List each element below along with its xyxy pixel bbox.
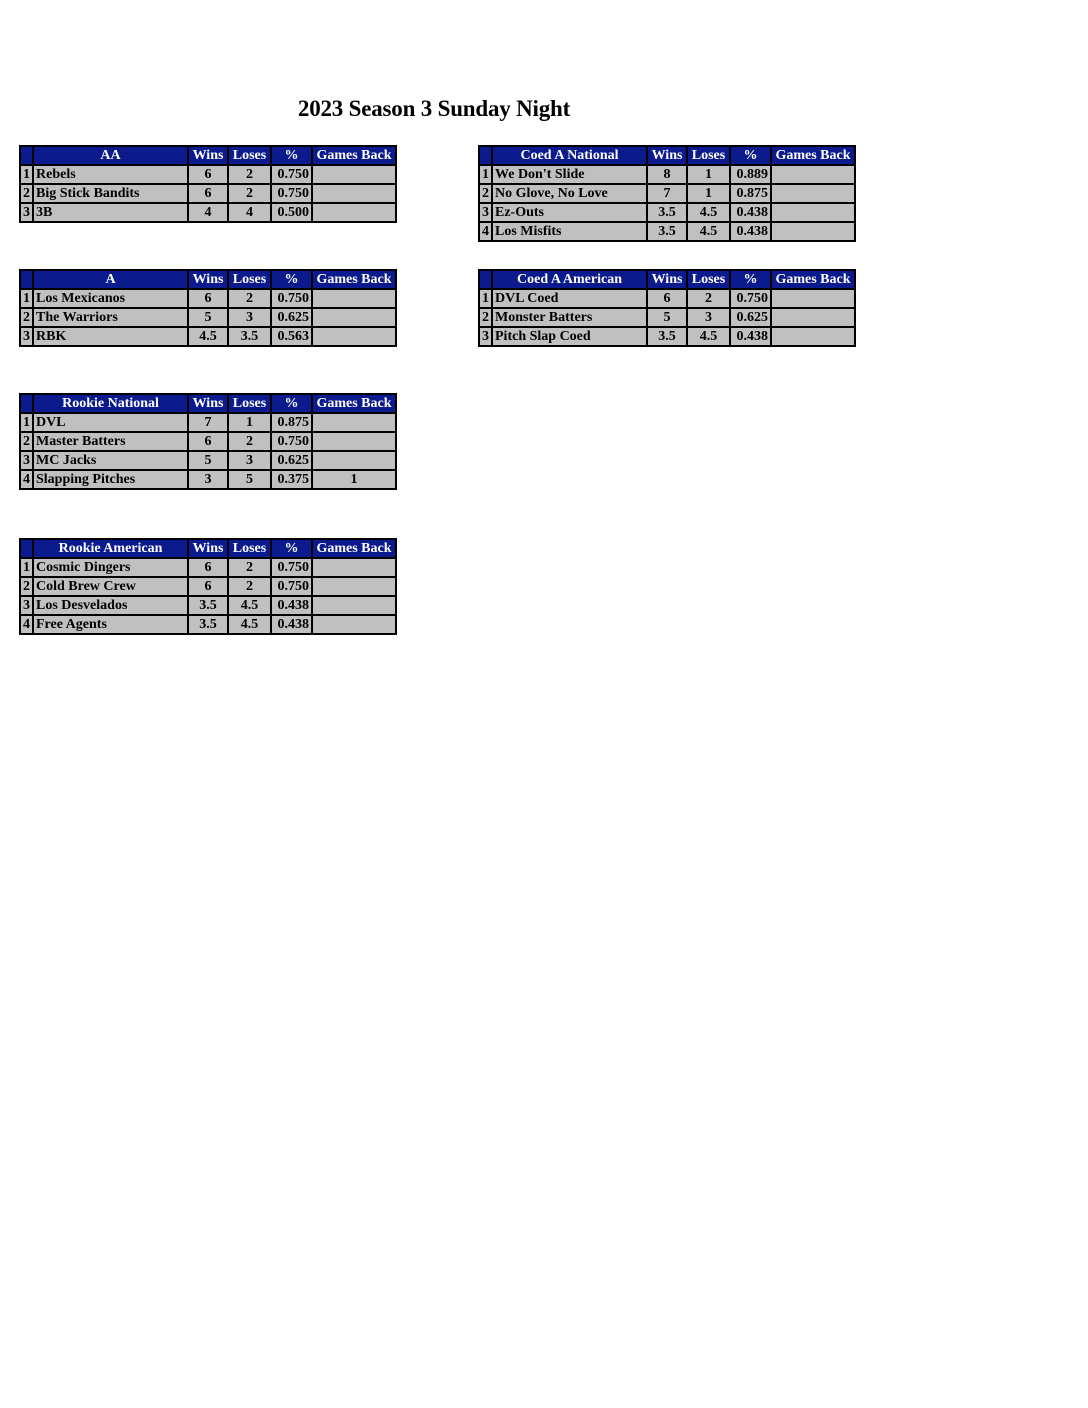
loses-cell: 2 xyxy=(228,558,271,577)
team-name-cell: Cosmic Dingers xyxy=(33,558,188,577)
table-header-row xyxy=(20,539,396,558)
loses-cell: 3 xyxy=(687,308,730,327)
team-name-cell: Cold Brew Crew xyxy=(33,577,188,596)
loses-cell: 3.5 xyxy=(228,327,271,346)
table-row xyxy=(20,308,396,327)
rank-cell: 1 xyxy=(479,289,492,308)
rank-cell: 1 xyxy=(20,413,33,432)
rank-header xyxy=(479,270,492,289)
games-back-header: Games Back xyxy=(312,539,396,558)
table-row xyxy=(479,308,855,327)
division-header: A xyxy=(33,270,188,289)
rank-cell: 3 xyxy=(20,596,33,615)
pct-cell: 0.875 xyxy=(730,184,771,203)
table-row xyxy=(20,577,396,596)
pct-cell: 0.375 xyxy=(271,470,312,489)
loses-cell: 4.5 xyxy=(228,615,271,634)
rank-cell: 2 xyxy=(20,577,33,596)
games-back-header: Games Back xyxy=(771,146,855,165)
loses-header: Loses xyxy=(687,146,730,165)
wins-cell: 3.5 xyxy=(188,615,228,634)
games-back-cell xyxy=(312,413,396,432)
pct-cell: 0.438 xyxy=(730,222,771,241)
pct-cell: 0.750 xyxy=(271,184,312,203)
pct-header: % xyxy=(730,270,771,289)
games-back-cell xyxy=(771,165,855,184)
team-name-cell: DVL Coed xyxy=(492,289,647,308)
team-name-cell: 3B xyxy=(33,203,188,222)
division-header: Rookie American xyxy=(33,539,188,558)
wins-header: Wins xyxy=(647,146,687,165)
table-row xyxy=(20,558,396,577)
pct-cell: 0.750 xyxy=(730,289,771,308)
table-row xyxy=(20,413,396,432)
wins-header: Wins xyxy=(188,539,228,558)
games-back-cell xyxy=(312,451,396,470)
games-back-cell xyxy=(312,289,396,308)
division-header: Coed A National xyxy=(492,146,647,165)
pct-cell: 0.750 xyxy=(271,432,312,451)
team-name-cell: Ez-Outs xyxy=(492,203,647,222)
pct-cell: 0.750 xyxy=(271,289,312,308)
table-row xyxy=(479,289,855,308)
rank-cell: 2 xyxy=(479,308,492,327)
wins-header: Wins xyxy=(188,394,228,413)
table-row xyxy=(20,203,396,222)
team-name-cell: Los Desvelados xyxy=(33,596,188,615)
games-back-cell xyxy=(312,327,396,346)
wins-cell: 3.5 xyxy=(188,596,228,615)
wins-cell: 3.5 xyxy=(647,203,687,222)
team-name-cell: No Glove, No Love xyxy=(492,184,647,203)
pct-cell: 0.750 xyxy=(271,577,312,596)
pct-cell: 0.625 xyxy=(271,308,312,327)
rank-cell: 1 xyxy=(479,165,492,184)
rank-cell: 2 xyxy=(479,184,492,203)
wins-cell: 7 xyxy=(188,413,228,432)
table-row xyxy=(20,470,396,489)
games-back-cell xyxy=(312,558,396,577)
games-back-cell xyxy=(312,184,396,203)
loses-cell: 2 xyxy=(228,184,271,203)
team-name-cell: The Warriors xyxy=(33,308,188,327)
page-title: 2023 Season 3 Sunday Night xyxy=(297,96,571,121)
table-header-row xyxy=(479,270,855,289)
loses-cell: 2 xyxy=(687,289,730,308)
pct-cell: 0.625 xyxy=(271,451,312,470)
rank-header xyxy=(20,270,33,289)
rank-cell: 3 xyxy=(479,327,492,346)
pct-header: % xyxy=(271,146,312,165)
team-name-cell: Big Stick Bandits xyxy=(33,184,188,203)
pct-cell: 0.438 xyxy=(730,327,771,346)
pct-cell: 0.500 xyxy=(271,203,312,222)
rank-cell: 3 xyxy=(20,451,33,470)
team-name-cell: Pitch Slap Coed xyxy=(492,327,647,346)
rank-cell: 1 xyxy=(20,289,33,308)
table-row xyxy=(20,615,396,634)
table-row xyxy=(20,432,396,451)
games-back-cell xyxy=(771,222,855,241)
pct-header: % xyxy=(271,394,312,413)
rank-cell: 1 xyxy=(20,165,33,184)
rank-cell: 2 xyxy=(20,432,33,451)
pct-cell: 0.563 xyxy=(271,327,312,346)
team-name-cell: Rebels xyxy=(33,165,188,184)
loses-cell: 2 xyxy=(228,432,271,451)
wins-cell: 3.5 xyxy=(647,327,687,346)
table-row xyxy=(479,184,855,203)
team-name-cell: Los Misfits xyxy=(492,222,647,241)
table-row xyxy=(20,451,396,470)
games-back-header: Games Back xyxy=(312,394,396,413)
rank-cell: 2 xyxy=(20,184,33,203)
wins-cell: 6 xyxy=(188,577,228,596)
games-back-cell xyxy=(771,184,855,203)
wins-header: Wins xyxy=(647,270,687,289)
table-row xyxy=(20,596,396,615)
wins-cell: 6 xyxy=(188,432,228,451)
rank-cell: 4 xyxy=(20,470,33,489)
rank-cell: 3 xyxy=(479,203,492,222)
pct-cell: 0.750 xyxy=(271,165,312,184)
rank-cell: 3 xyxy=(20,203,33,222)
pct-cell: 0.625 xyxy=(730,308,771,327)
division-header: AA xyxy=(33,146,188,165)
table-row xyxy=(479,203,855,222)
loses-header: Loses xyxy=(228,146,271,165)
games-back-cell xyxy=(312,432,396,451)
wins-header: Wins xyxy=(188,270,228,289)
pct-header: % xyxy=(271,539,312,558)
rank-header xyxy=(20,394,33,413)
pct-cell: 0.750 xyxy=(271,558,312,577)
table-header-row xyxy=(20,270,396,289)
wins-cell: 6 xyxy=(647,289,687,308)
wins-cell: 6 xyxy=(188,289,228,308)
team-name-cell: RBK xyxy=(33,327,188,346)
loses-cell: 3 xyxy=(228,451,271,470)
games-back-cell xyxy=(312,615,396,634)
wins-cell: 6 xyxy=(188,165,228,184)
loses-header: Loses xyxy=(228,539,271,558)
games-back-cell xyxy=(771,203,855,222)
loses-cell: 5 xyxy=(228,470,271,489)
games-back-header: Games Back xyxy=(312,146,396,165)
rank-cell: 4 xyxy=(479,222,492,241)
pct-cell: 0.875 xyxy=(271,413,312,432)
games-back-cell xyxy=(771,308,855,327)
table-row xyxy=(20,184,396,203)
pct-cell: 0.438 xyxy=(271,615,312,634)
table-row xyxy=(20,327,396,346)
loses-cell: 1 xyxy=(228,413,271,432)
wins-cell: 5 xyxy=(647,308,687,327)
games-back-cell xyxy=(771,327,855,346)
division-header: Rookie National xyxy=(33,394,188,413)
games-back-cell xyxy=(312,577,396,596)
standings-table-rookie-american xyxy=(19,538,397,635)
loses-cell: 3 xyxy=(228,308,271,327)
wins-cell: 4 xyxy=(188,203,228,222)
standings-table-coed-a-american xyxy=(478,269,856,347)
games-back-header: Games Back xyxy=(771,270,855,289)
table-header-row xyxy=(20,146,396,165)
standings-table-aa xyxy=(19,145,397,223)
rank-cell: 2 xyxy=(20,308,33,327)
table-row xyxy=(20,289,396,308)
rank-cell: 1 xyxy=(20,558,33,577)
team-name-cell: Monster Batters xyxy=(492,308,647,327)
team-name-cell: Los Mexicanos xyxy=(33,289,188,308)
games-back-cell xyxy=(312,308,396,327)
games-back-cell xyxy=(312,596,396,615)
games-back-cell: 1 xyxy=(312,470,396,489)
rank-cell: 3 xyxy=(20,327,33,346)
pct-header: % xyxy=(730,146,771,165)
table-header-row xyxy=(20,394,396,413)
standings-table-coed-a-national xyxy=(478,145,856,242)
pct-cell: 0.889 xyxy=(730,165,771,184)
rank-header xyxy=(479,146,492,165)
wins-cell: 3 xyxy=(188,470,228,489)
team-name-cell: DVL xyxy=(33,413,188,432)
rank-cell: 4 xyxy=(20,615,33,634)
loses-cell: 2 xyxy=(228,289,271,308)
games-back-header: Games Back xyxy=(312,270,396,289)
wins-cell: 6 xyxy=(188,184,228,203)
loses-cell: 2 xyxy=(228,165,271,184)
wins-cell: 8 xyxy=(647,165,687,184)
standings-table-a xyxy=(19,269,397,347)
rank-header xyxy=(20,146,33,165)
table-row xyxy=(479,222,855,241)
games-back-cell xyxy=(771,289,855,308)
loses-cell: 4 xyxy=(228,203,271,222)
games-back-cell xyxy=(312,165,396,184)
table-row xyxy=(479,165,855,184)
table-row xyxy=(479,327,855,346)
team-name-cell: Free Agents xyxy=(33,615,188,634)
wins-header: Wins xyxy=(188,146,228,165)
loses-cell: 4.5 xyxy=(228,596,271,615)
wins-cell: 6 xyxy=(188,558,228,577)
pct-header: % xyxy=(271,270,312,289)
loses-cell: 4.5 xyxy=(687,327,730,346)
wins-cell: 3.5 xyxy=(647,222,687,241)
wins-cell: 5 xyxy=(188,308,228,327)
rank-header xyxy=(20,539,33,558)
table-header-row xyxy=(479,146,855,165)
pct-cell: 0.438 xyxy=(730,203,771,222)
loses-header: Loses xyxy=(228,270,271,289)
table-row xyxy=(20,165,396,184)
loses-header: Loses xyxy=(228,394,271,413)
team-name-cell: Slapping Pitches xyxy=(33,470,188,489)
team-name-cell: We Don't Slide xyxy=(492,165,647,184)
games-back-cell xyxy=(312,203,396,222)
loses-cell: 2 xyxy=(228,577,271,596)
loses-cell: 1 xyxy=(687,184,730,203)
loses-cell: 4.5 xyxy=(687,222,730,241)
team-name-cell: Master Batters xyxy=(33,432,188,451)
division-header: Coed A American xyxy=(492,270,647,289)
wins-cell: 7 xyxy=(647,184,687,203)
loses-cell: 4.5 xyxy=(687,203,730,222)
wins-cell: 5 xyxy=(188,451,228,470)
standings-table-rookie-national xyxy=(19,393,397,490)
pct-cell: 0.438 xyxy=(271,596,312,615)
loses-header: Loses xyxy=(687,270,730,289)
team-name-cell: MC Jacks xyxy=(33,451,188,470)
loses-cell: 1 xyxy=(687,165,730,184)
wins-cell: 4.5 xyxy=(188,327,228,346)
